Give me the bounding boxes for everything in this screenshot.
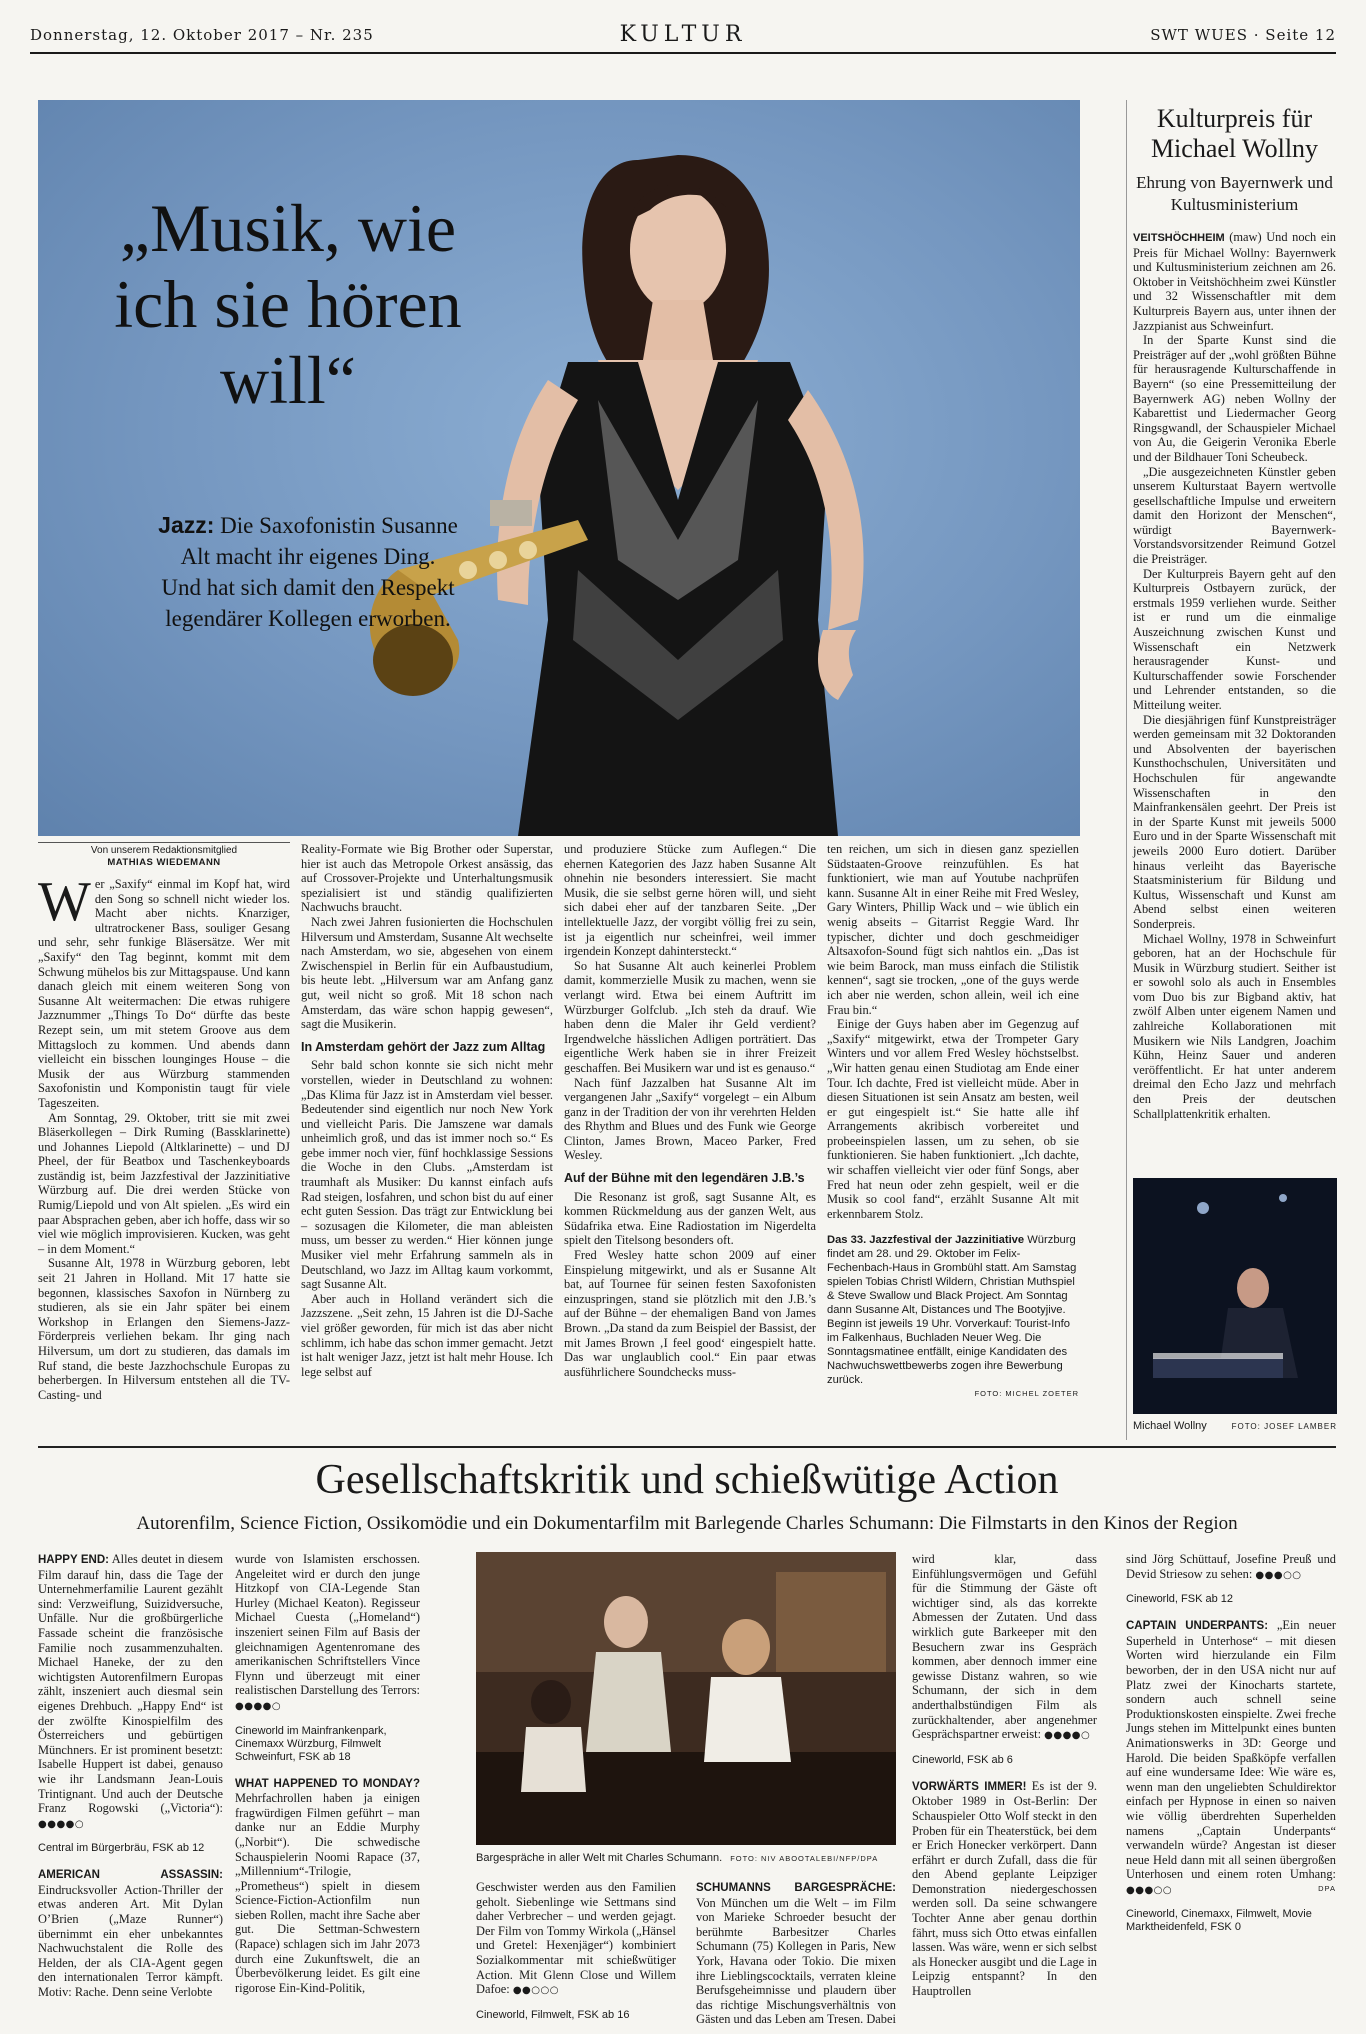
article-paragraph: Einige der Guys haben aber im Gegenzug auf „Saxify“ mitgewirkt, etwa der Trompeter Gary Winters und vor allem Fred Wesley höchstselbst. „Wir hatten genau einen Studiotag am Ende einer Tour. Ich dachte, Fred ist vielleicht müde. Aber in diesen Situationen ist sein Ansatz am besten, weil er gut eingespielt ist.“ Sie hatte alle ihf Arrangements akribisch vorbereitet und probeeinspielen lassen, um zu sehen, ob sie funktionieren. Sie haben funktioniert. „Ich dachte, wir schaffen vielleicht vier oder fünf Songs, aber Fred hat neun oder zehn gespielt, weil er die Musik so cool fand“, erzählt Susanne Alt mit erkennbarem Stolz. (827, 1017, 1079, 1221)
main-article (38, 842, 1080, 1440)
film-column-1 (38, 1552, 223, 2000)
film-title: VORWÄRTS IMMER! (912, 1780, 1027, 1793)
sidebar-paragraph: „Die ausgezeichneten Künstler geben unserem Kulturstaat Bayern wertvolle gesellschaftliche Impulse und erweitern damit den Horizont der Menschen“, würdigt Bayernwerk-Vorstandsvorsitzender Reimund Gotzel die Preisträger. (1133, 464, 1336, 567)
article-paragraph: Fred Wesley hatte schon 2009 auf einer Einspielung mitgewirkt, und als er Susanne Alt bat, auf Tournee für seinen festen Saxofonisten einzuspringen, stand sie plötzlich mit den J.B.’s auf der Bühne – der ehemaligen Band von James Brown. „Da stand da zum Beispiel der Bassist, der mit James Brown ‚I feel good‘ eingespielt hatte. Das war unglaublich cool.“ Ein paar etwas ausführlichere Soundchecks muss- (564, 1248, 816, 1379)
film-column-5 (912, 1552, 1097, 1999)
hero-photo-credit: FOTO: MICHEL ZOETER (974, 1389, 1079, 1399)
cinema-info: Cineworld, Filmwelt, FSK ab 16 (476, 2008, 630, 2021)
sidebar-article (1126, 100, 1336, 1440)
rating-dots: ●●●○○ (1255, 1569, 1302, 1581)
schumann-photo (476, 1552, 896, 1845)
sidebar-title: Kulturpreis für Michael Wollny (1150, 104, 1319, 163)
film-review: SCHUMANNS BARGESPRÄCHE: Von München um die Welt – im Film von Marieke Schroeder besucht der berühmte Barbesitzer Charles Schumann (75) Kollegen in Paris, New York, Havana oder Tokio. Die mixen ihre Lieblingscocktails, verraten kleine Berufsgeheimnisse und plaudern über das richtige Mischungsverhältnis von Gästen und das Leben am Tresen. Dabei (696, 1882, 896, 2027)
cinema-info: Cineworld, FSK ab 6 (912, 1753, 1013, 1766)
sidebar-dateline: VEITSHÖCHHEIM (1133, 232, 1225, 244)
film-review: wird klar, dass Einfühlungsvermögen und Gefühl für die Stimmung der Gäste oft wichtiger sind, als das korrekte Abmessen der Zutaten. Und dass wirklich gute Barkeeper mit den Besuchern zwar ins Gespräch kommen, aber dennoch immer eine gewisse Distanz wahren, so wie Schumann, der sich in dem anderthalbstündigen Film als zurückhaltender, aber angenehmer Gesprächspartner erweist: ●●●●○ (912, 1552, 1097, 1742)
film-review: CAPTAIN UNDERPANTS: „Ein neuer Superheld in Unterhose“ – mit diesen Worten wird hierzulande ein Film beworben, der in den USA nicht nur auf Platz zwei der Kinocharts startete, sondern auch schnell seine Produktionskosten einspielte. Zwei freche Jungs stehen im Mittelpunkt eines bunten Animationswerks in 3D: George und Harold. Die beiden Spaßköpfe verfallen auf eine wundersame Idee: Wie wäre es, wenn man den ungeliebten Schuldirektor einfach per Hypnose in einen so naiven wie völlig überdrehten Superhelden namens „Captain Underpants“ verwandeln würde? Angestan ist dieser neue Held dann mit all seinen übergroßen Unterhosen und einem roten Umhang: ●●●○○ DPA (1126, 1618, 1336, 1896)
film-column-3 (476, 1880, 676, 2034)
infobox-title: Das 33. Jazzfestival der Jazzinitiative (827, 1234, 1025, 1247)
drop-cap: W (38, 871, 91, 933)
rating-dots: ●●●●○ (1044, 1730, 1091, 1742)
deck (158, 510, 458, 634)
cinema-info: Cineworld, Cinemaxx, Filmwelt, Movie Marktheidenfeld, FSK 0 (1126, 1908, 1312, 1934)
wollny-photo-caption: Michael Wollny FOTO: JOSEF LAMBER (1133, 1420, 1337, 1432)
sidebar-paragraph: VEITSHÖCHHEIM (maw) Und noch ein Preis für Michael Wollny: Bayernwerk und Kultusministerium zeichnen am 26. Oktober in Veitshöchheim zwei Künstler und 32 Wissenschaftler mit dem Kulturpreis Bayern aus, unter ihnen der Jazzpianist aus Schweinfurt. (1133, 230, 1336, 333)
article-paragraph: Nach zwei Jahren fusionierten die Hochschulen Hilversum und Amsterdam, Susanne Alt wechselte nach Amsterdam, wo sie, abgesehen von einem Zwischenspiel in Berlin für ein Aufbaustudium, bis heute lebt. „Hilversum war am Anfang ganz gut, weil nicht so groß. Mit 18 schon nach Amsterdam, das wäre schon happig gewesen“, sagt die Musikerin. (301, 914, 553, 1032)
film-title: HAPPY END: (38, 1554, 109, 1566)
sidebar-paragraph: In der Sparte Kunst sind die Preisträger auf der „wohl größten Bühne für herausragende Kulturschaffende in Bayern“ (so eine Pressemitteilung der Bayernwerk AG) neben Wollny der Kabarettist und Liedermacher Georg Ringsgwandl, der Schauspieler Michael von Au, die Geigerin Veronika Eberle und der Bildhauer Toni Scheubeck. (1133, 333, 1336, 464)
agency-credit: DPA (1318, 1883, 1336, 1893)
section-divider (38, 1446, 1336, 1448)
article-column-3 (564, 842, 816, 1379)
wollny-photo-credit: FOTO: JOSEF LAMBER (1231, 1422, 1337, 1431)
schumann-photo-caption: Bargespräche in aller Welt mit Charles Schumann. FOTO: NIV ABOOTALEBI/NFP/DPA (476, 1852, 879, 1864)
cinema-info: Central im Bürgerbräu, FSK ab 12 (38, 1842, 205, 1855)
film-deck: Autorenfilm, Science Fiction, Ossikomödie und ein Dokumentarfilm mit Barlegende Charles Schumann: Die Filmstarts in den Kinos der Region (136, 1513, 1238, 1534)
film-review: Geschwister werden aus den Familien geholt. Siebenlinge wie Settmans sind daher Verbrecher – und werden gejagt. Der Film von Tommy Wirkola („Hänsel und Gretel: Hexenjäger“) kombiniert Sozialkommentar mit schießwütiger Action. Mit Glenn Close und Willem Dafoe: ●●○○○ (476, 1880, 676, 1997)
article-column-1 (38, 842, 290, 1402)
sidebar-body (1133, 230, 1336, 1121)
article-paragraph: Die Resonanz ist groß, sagt Susanne Alt, es kommen Rückmeldung aus der ganzen Welt, aus Südafrika etwa. Eine Radiostation im Nigerdelta spielt den Titelsong besonders oft. (564, 1189, 816, 1248)
film-headline: Gesellschaftskritik und schießwütige Action (315, 1457, 1059, 1503)
film-title: SCHUMANNS BARGESPRÄCHE: (696, 1882, 896, 1894)
schumann-photo-credit: FOTO: NIV ABOOTALEBI/NFP/DPA (730, 1854, 879, 1863)
deck-text: Die Saxofonistin Susanne Alt macht ihr eigenes Ding. Und hat sich damit den Respekt legendärer Kollegen erworben. (161, 513, 458, 631)
cinema-info: Cineworld, FSK ab 12 (1126, 1593, 1233, 1606)
film-title: AMERICAN ASSASSIN: (38, 1869, 223, 1882)
film-review: VORWÄRTS IMMER! Es ist der 9. Oktober 1989 in Ost-Berlin: Der Schauspieler Otto Wolf steckt in den Proben für ein Theaterstück, bei dem er Erich Honecker verkörpert. Dann erfährt er durch Zufall, dass die für den Abend geplante Leipziger Demonstration niedergeschossen werden soll. Da seine schwangere Tochter Anne aber genau dorthin fährt, muss sich Otto etwas einfallen lassen. Was wäre, wenn er sich selbst als Honecker ausgibt und die Lage in Leipzig entspannt? In den Hauptrollen (912, 1778, 1097, 1999)
article-column-2 (301, 842, 553, 1379)
article-paragraph: und produziere Stücke zum Auflegen.“ Die ehernen Kategorien des Jazz haben Susanne Alt ohnehin nie besonders interessiert. Sie macht Musik, die sie selbst gerne hören will, und sieht sich dabei eher auf der tanzbaren Seite. „Der intellektuelle Jazz, der vorgibt völlig frei zu sein, ist ja eigentlich nur scheinfrei, weil immer irgendein Konzept dahintersteckt.“ (564, 842, 816, 959)
issue-date: Donnerstag, 12. Oktober 2017 – Nr. 235 (30, 26, 374, 44)
rating-dots: ●●●●○ (235, 1700, 282, 1712)
sidebar-paragraph: Der Kulturpreis Bayern geht auf den Kulturpreis Ostbayern zurück, der erstmals 1959 verliehen wurde. Seither ist er rund um die einmalige Auszeichnung zwischen Kunst und Wissenschaft ein Netzwerk herausragender Kunst- und Kulturschaffender sowie Forschender und Lehrender entstanden, so die Mitteilung weiter. (1133, 566, 1336, 712)
article-paragraph: Wer „Saxify“ einmal im Kopf hat, wird den Song so schnell nicht wieder los. Macht aber nichts. Knarziger, ultratrockener Bass, souliger Gesang und sehr, sehr funkige Bläsersätze. Wer mit „Saxify“ den Tag beginnt, kommt mit dem Schwung mühelos bis zur Mittagspause. Und kann danach gleich mit einem weiteren Song von Susanne Alt weitermachen: Die etwas ruhigere Jazznummer „Things To Do“ dürfte das beste Rezept sein, um mit stetem Groove aus dem Mittagsloch zu kommen. Und abends dann vielleicht ein bisschen lounginges House – die Musik der aus Würzburg stammenden Saxofonistin und Komponistin taugt für viele Tageszeiten. (38, 871, 290, 1110)
rating-dots: ●●●○○ (1126, 1884, 1173, 1896)
page-number: SWT WUES · Seite 12 (1150, 26, 1336, 44)
film-review: WHAT HAPPENED TO MONDAY? Mehrfachrollen haben ja einigen fragwürdigen Filmen geführt – man danke nur an Eddie Murphy („Norbit“). Die schwedische Schauspielerin Noomi Rapace (37, „Millennium“-Trilogie, „Prometheus“) spielt in diesem Science-Fiction-Actionfilm nun sieben Rollen, macht ihre Sache aber gut. Die Settman-Schwestern (Rapace) schlagen sich im Jahr 2073 durch eine Zukunftswelt, die an Überbevölkerung leidet. Es gilt eine rigorose Ein-Kind-Politik, (235, 1777, 420, 1995)
infobox-text: Würzburg findet am 28. und 29. Oktober im Felix-Fechenbach-Haus in Grombühl statt. Am Samstag spielen Tobias Christl Wildern, Christian Muthspiel & Steve Swallow und Black Project. Am Sonntag dann Susanne Alt, Distances und The Bootyjive. Beginn ist jeweils 19 Uhr. Vorverkauf: Tourist-Info im Falkenhaus, Buchladen Neuer Weg. Die Sonntagsmatinee entfällt, einige Kandidaten des Nachwuchswettbewerbs zogen ihre Bewerbung zurück. (827, 1234, 1077, 1387)
article-paragraph: Aber auch in Holland verändert sich die Jazzszene. „Seit zehn, 15 Jahren ist die DJ-Sache viel größer geworden, für mich ist das aber nicht schlimm, ich habe das schon immer gemacht. Jetzt ist halt weniger Jazz, jetzt ist halt mehr House. Ich lege selbst auf (301, 1291, 553, 1379)
rating-dots: ●●●●○ (38, 1818, 85, 1830)
subheading: In Amsterdam gehört der Jazz zum Alltag (301, 1039, 546, 1054)
article-paragraph: So hat Susanne Alt auch keinerlei Problem damit, kommerzielle Musik zu machen, wenn sie verlangt wird. Etwa bei einem Auftritt im Würzburger Golfclub. „Ich steh da drauf. Wie haben denn die Maler ihr Geld verdient? Irgendwelche hässlichen Adligen porträtiert. Das eigentliche Werk haben sie in ihrer Freizeit geschaffen. Bei Musikern war und ist es genauso.“ (564, 958, 816, 1075)
headline: „Musik, wie ich sie hören will“ (114, 190, 462, 418)
author-name: MATHIAS WIEDEMANN (107, 857, 221, 868)
article-paragraph: Reality-Formate wie Big Brother oder Superstar, hier ist auch das Metropole Orkest ansässig, das auf Crossover-Projekte und Unterhaltungsmusik spezialisiert ist und ständig qualifizierten Nachwuchs braucht. (301, 842, 553, 915)
film-review: wurde von Islamisten erschossen. Angeleitet wird er durch den junge Hitzkopf von CIA-Legende Stan Hurley (Michael Keaton). Regisseur Michael Cuesta („Homeland“) inszeniert seinen Film auf Basis der gleichnamigen Agentenromane des amerikanischen Schriftstellers Vince Flynn und überzeugt mit einer realistischen Darstellung des Terrors: ●●●●○ (235, 1552, 420, 1712)
pianist-illustration (1133, 1178, 1337, 1414)
article-paragraph: Susanne Alt, 1978 in Würzburg geboren, lebt seit 21 Jahren in Holland. Mit 17 hatte sie begonnen, klassisches Saxofon in Nürnberg zu studieren, als sie ein Jahr später bei einem Workshop in Erlangen den Siemens-Jazz-Förderpreis verliehen bekam. Ihr ging nach Hilversum, um dort zu studieren, das damals im Ruf stand, die beste Jazzhochschule Europas zu beherbergen. In Hilversum entstehen all die TV-Casting- und (38, 1256, 290, 1402)
wollny-photo (1133, 1178, 1337, 1414)
film-column-2 (235, 1552, 420, 1995)
byline: Von unserem Redaktionsmitglied MATHIAS WIEDEMANN (38, 842, 290, 869)
film-review: AMERICAN ASSASSIN: Eindrucksvoller Action-Thriller der etwas anderen Art. Mit Dylan O’Brien („Maze Runner“) übernimmt ein eher unbekanntes Nachwuchstalent die Rolle des Helden, der als CIA-Agent gegen den internationalen Terror kämpft. Motiv: Rache. Denn seine Verlobte (38, 1869, 223, 2000)
film-review: sind Jörg Schüttauf, Josefine Preuß und Devid Striesow zu sehen: ●●●○○ (1126, 1552, 1336, 1581)
article-paragraph: Nach fünf Jazzalben hat Susanne Alt im vergangenen Jahr „Saxify“ vorgelegt – ein Album ganz in der Tradition der von ihr verehrten Helden des Rhythm and Blues und des Funk wie George Clinton, James Brown, Maceo Parker, Fred Wesley. (564, 1075, 816, 1163)
bar-scene-illustration (476, 1552, 896, 1845)
article-paragraph: Am Sonntag, 29. Oktober, tritt sie mit zwei Bläserkollegen – Dirk Ruming (Bassklarinette) und Johannes Liepold (Altklarinette) – und DJ Pheel, der für Beatbox und Taschenkeyboards zuständig ist, beim Jazzfestival der Jazzinitiative Würzburg auf. Die drei werden Stücke von Rumig/Liepold und von Alt spielen. „Es wird ein paar Absprachen geben, aber ich hoffe, dass wir so viel wie möglich improvisieren. Kucken, was geht – in dem Moment.“ (38, 1110, 290, 1256)
film-review: HAPPY END: Alles deutet in diesem Film darauf hin, dass die Tage der Unternehmerfamilie Laurent gezählt sind: Verzweiflung, Suizidversuche, Unfälle. Nur die großbürgerliche Fassade scheint die französische Familie noch zusammenzuhalten. Michael Haneke, der zu den wichtigsten Autorenfilmern Europas zählt, inszeniert auch diesmal sein eigenes Drehbuch. „Happy End“ ist der zwölfte Kinospielfilm des Österreichers und gebürtigen Münchners. Er ist prominent besetzt: Isabelle Huppert ist dabei, genauso wie ihr Landsmann Jean-Louis Trintignant. Und auch der Deutsche Franz Rogowski („Victoria“): ●●●●○ (38, 1552, 223, 1830)
sidebar-paragraph: Die diesjährigen fünf Kunstpreisträger werden gemeinsam mit 32 Doktoranden und Absolventen der bayerischen Kunsthochschulen, Universitäten und Hochschulen für angewandte Wissenschaften in den Mainfrankensälen geehrt. Der Preis ist in der Sparte Kunst mit jeweils 5000 Euro und in der Sparte Wissenschaft mit jeweils 2000 Euro dotiert. Darüber hinaus verleiht das Bayerische Staatsministerium für Bildung und Kultus, Wissenschaft und Kunst am Abend selbst einen weiteren Sonderpreis. (1133, 712, 1336, 931)
film-title: CAPTAIN UNDERPANTS: (1126, 1620, 1269, 1633)
sidebar-paragraph: Michael Wollny, 1978 in Schweinfurt geboren, hat an der Hochschule für Musik in Würzburg studiert. Seither ist er sowohl solo als auch in Ensembles vom Duo bis zur Bigband aktiv, hat zwölf Alben unter eigenem Namen und zahlreiche Kollaborationen mit Musikern wie Nils Landgren, Joachim Kühn, Heinz Sauer und anderen veröffentlicht. Er hat unter anderem dreimal den Echo Jazz und mehrfach den Preis der deutschen Schallplattenkritik erhalten. (1133, 931, 1336, 1121)
film-title: WHAT HAPPENED TO MONDAY? (235, 1777, 420, 1790)
sidebar-subtitle: Ehrung von Bayernwerk und Kultusministerium (1136, 173, 1333, 214)
rating-dots: ●●○○○ (512, 1985, 559, 1997)
masthead (30, 18, 1336, 54)
hero-photo (38, 100, 1080, 836)
section-title: KULTUR (619, 22, 747, 47)
film-column-6 (1126, 1552, 1336, 1946)
article-column-4 (827, 842, 1079, 1402)
article-paragraph: ten reichen, um sich in diesen ganz speziellen Südstaaten-Groove reinzufühlen. Es hat funktioniert, wie man auf Youtube nachprüfen kann. Susanne Alt in einer Reihe mit Fred Wesley, Gary Winters, Phillip Wack und – wie üblich ein wenig abseits – Gitarrist Reggie Ward. Ihr typischer, dichter und doch geschmeidiger Altsaxofon-Sound fügt sich nahtlos ein. „Das ist wie beim Barock, man muss einfach die Stilistik kennen“, sagt sie trocken, „one of the guys werde ich aber nie werden, schon allein, weil ich eine Frau bin.“ (827, 842, 1079, 1017)
film-column-4 (696, 1880, 896, 2027)
festival-infobox (827, 1233, 1079, 1387)
deck-label: Jazz: (158, 512, 215, 538)
subheading: Auf der Bühne mit den legendären J.B.’s (564, 1171, 805, 1186)
article-paragraph: Sehr bald schon konnte sie sich nicht mehr vorstellen, wieder in Deutschland zu wohnen: „Das Klima für Jazz ist in Amsterdam viel besser. Bedeutender sind eigentlich nur noch New York und vielleicht Paris. Die Jamszene war damals unheimlich groß, und das ist immer noch so.“ Es gebe immer noch vier, fünf hochklassige Sessions die Woche in den Clubs. „Amsterdam ist traumhaft als Musiker: Du kannst einfach aufs Rad steigen, losfahren, und schon bist du auf einer echt guten Session. Das trägt zur Entwicklung bei – sozusagen die Kilometer, die man ableisten muss, um besser zu werden.“ Hier können junge Musiker viel mehr Erfahrung sammeln als in Deutschland, wo Jazz im Alltag kaum vorkommt, sagt Susanne Alt. (301, 1058, 553, 1292)
cinema-info: Cineworld im Mainfrankenpark, Cinemaxx Würzburg, Filmwelt Schweinfurt, FSK ab 18 (235, 1724, 387, 1763)
